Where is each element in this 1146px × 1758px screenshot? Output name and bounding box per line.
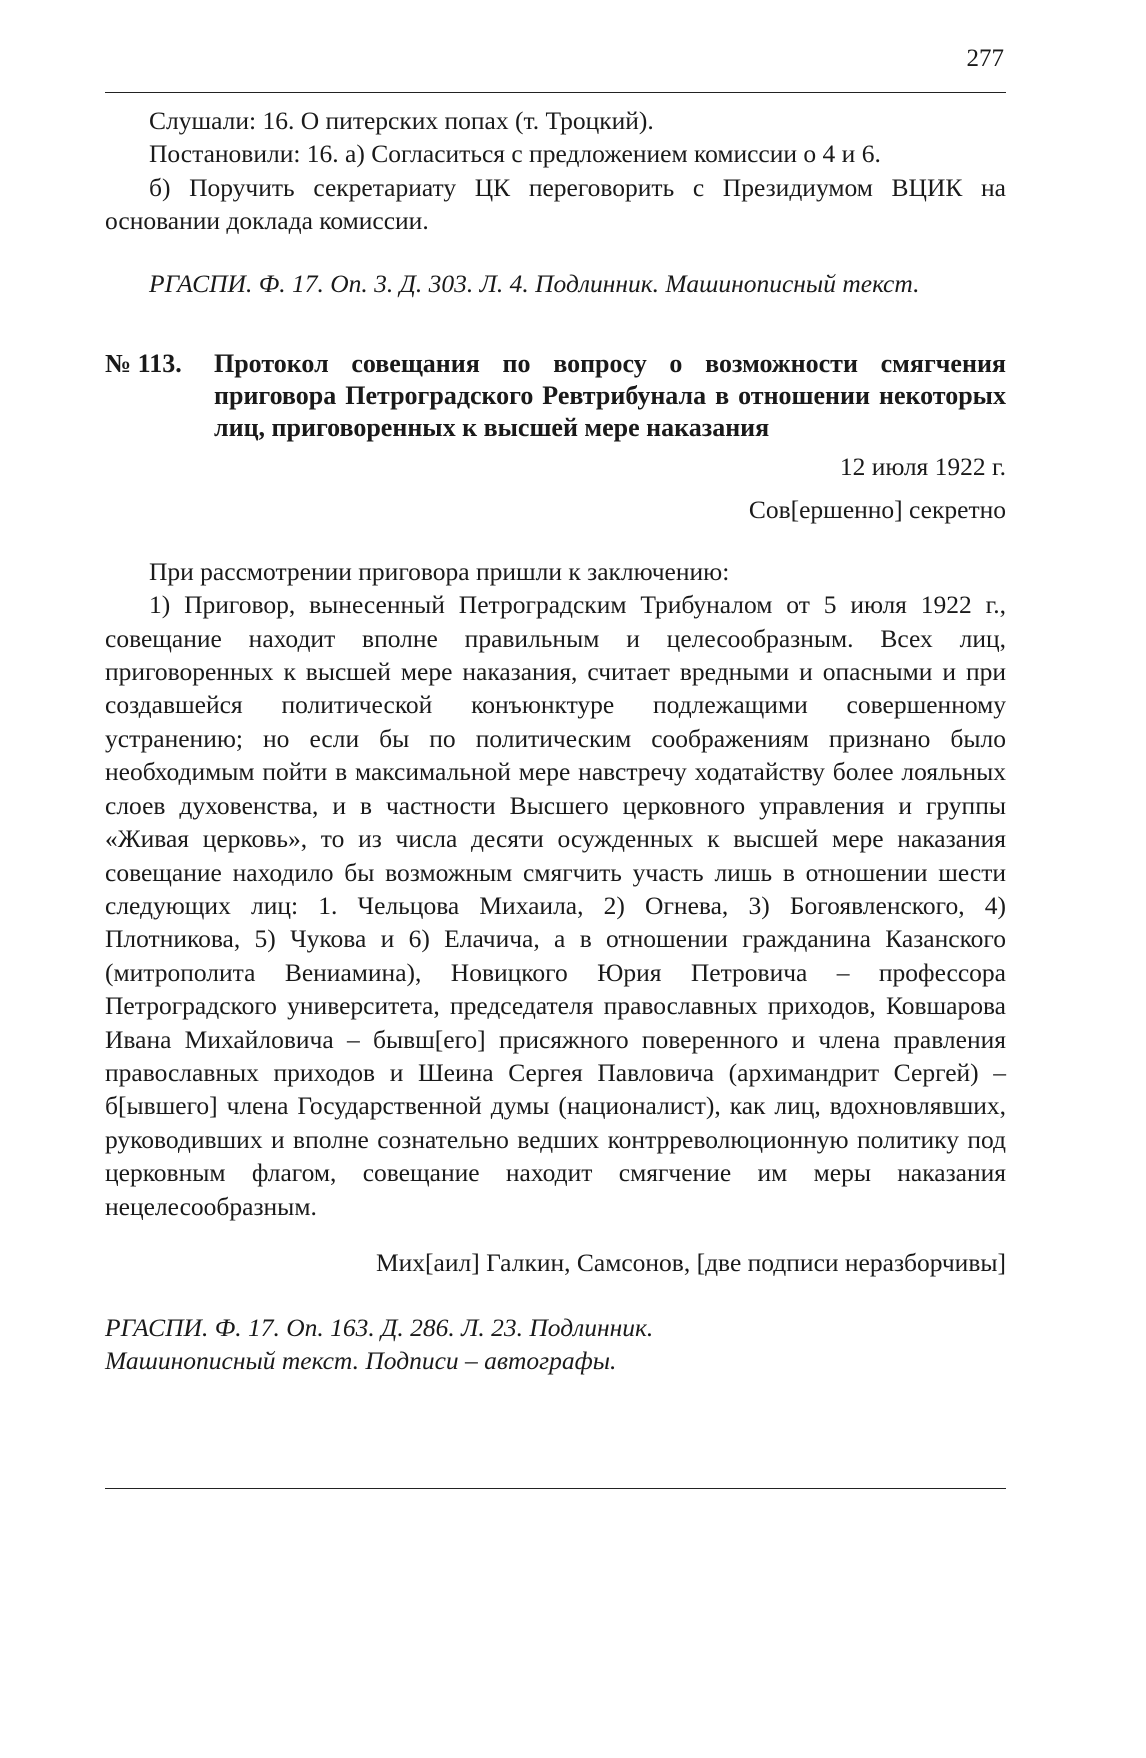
- intro-paragraph: При рассмотрении приговора пришли к заключению:: [149, 556, 730, 586]
- resolved-line-b: б) Поручить секретариату ЦК переговорить с Президиумом ВЦИК на основании доклада комиссии.: [105, 172, 1006, 236]
- document-title: Протокол совещания по вопросу о возможности смягчения приговора Петроградского Ревтрибунала в отношении некоторых лиц, приговоренных к высшей мере наказания: [214, 349, 1006, 443]
- document-number: № 113.: [105, 349, 182, 379]
- signatures-line: Мих[аил] Галкин, Самсонов, [две подписи неразборчивы]: [375, 1247, 1006, 1277]
- header-rule: [105, 92, 1006, 93]
- heard-line: Слушали: 16. О питерских попах (т. Троцкий).: [149, 106, 654, 135]
- page-number: 277: [966, 45, 1004, 72]
- classification-stamp: Сов[ершенно] секретно: [748, 495, 1006, 525]
- document-body: [105, 555, 1006, 1223]
- document-date: 12 июля 1922 г.: [839, 452, 1006, 482]
- paragraph-1: 1) Приговор, вынесенный Петроградским Трибуналом от 5 июля 1922 г., совещание находит вполне правильным и целесообразным. Всех лиц, приговоренных к высшей мере наказания, считает вредными и опасными и при создавшейся политической конъюнктуре подлежащими совершенному устранению; но если бы по политическим соображениям признано было необходимым пойти в максимальной мере навстречу ходатайству более лояльных слоев духовенства, и в частности Высшего церковного управления и группы «Живая церковь», то из числа десяти осужденных к высшей мере наказания совещание находило бы возможным смягчить участь лишь в отношении шести следующих лиц: 1. Чельцова Михаила, 2) Огнева, 3) Богоявленского, 4) Плотникова, 5) Чукова и 6) Елачича, а в отношении гражданина Казанского (митрополита Вениамина), Новицкого Юрия Петровича – профессора Петроградского университета, председателя православных приходов, Ковшарова Ивана Михайловича – бывш[его] присяжного поверенного и члена правления православных приходов и Шеина Сергея Павловича (архимандрит Сергей) – б[ывшего] члена Государственной думы (националист), как лиц, вдохновлявших, руководивших и вполне сознательно ведших контрреволюционную политику под церковным флагом, совещание находит смягчение им меры наказания нецелесообразным.: [105, 590, 1006, 1221]
- page-content: [105, 104, 1006, 1377]
- footer-rule: [105, 1488, 1006, 1489]
- archive-source: РГАСПИ. Ф. 17. Оп. 3. Д. 303. Л. 4. Подлинник. Машинописный текст.: [149, 268, 920, 298]
- archive-source-2-line2: Машинописный текст. Подписи – автографы.: [105, 1346, 617, 1376]
- archive-source-2: [105, 1311, 1006, 1377]
- resolved-line: Постановили: 16. а) Согласиться с предложением комиссии о 4 и 6.: [149, 139, 881, 169]
- document-heading: [105, 348, 1006, 444]
- archive-source-2-line1: РГАСПИ. Ф. 17. Оп. 163. Д. 286. Л. 23. Подлинник.: [105, 1313, 654, 1343]
